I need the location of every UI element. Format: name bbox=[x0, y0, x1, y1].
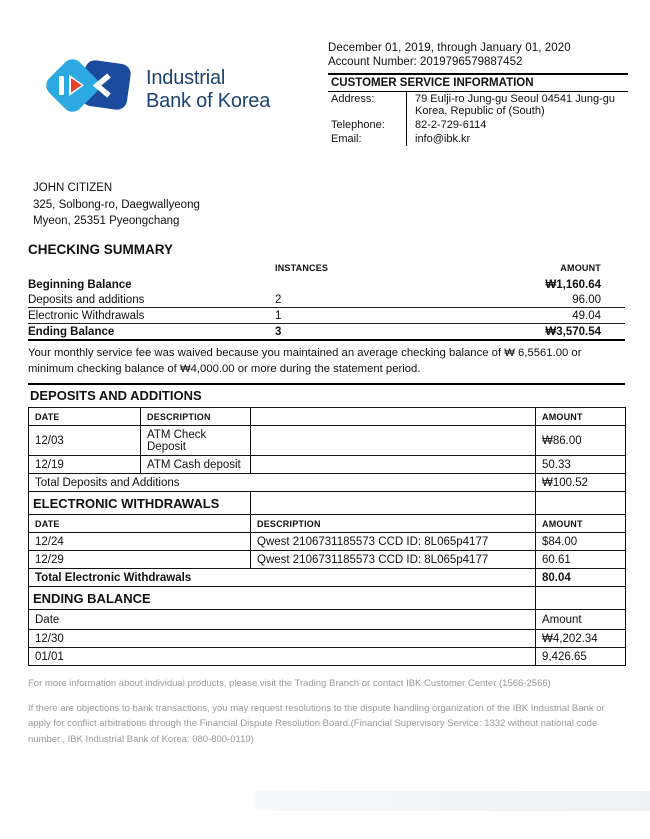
table-row: 12/24 Qwest 2106731185573 CCD ID: 8L065p4177 $84.00 bbox=[29, 533, 626, 551]
address-label: Address: bbox=[331, 93, 375, 105]
table-row: 12/19 ATM Cash deposit 50.33 bbox=[29, 456, 626, 474]
table-row: 12/03 ATM Check Deposit ₩86.00 bbox=[29, 426, 626, 456]
statement-period: December 01, 2019, through January 01, 2020 bbox=[328, 42, 571, 54]
faint-watermark-bar bbox=[255, 791, 650, 811]
bank-name bbox=[146, 67, 270, 112]
deposits-section-title: DEPOSITS AND ADDITIONS bbox=[30, 388, 202, 403]
address-value bbox=[406, 92, 628, 118]
email-label: Email: bbox=[331, 133, 362, 145]
customer-service-header: CUSTOMER SERVICE INFORMATION bbox=[328, 73, 628, 92]
amount-column-header: Amount bbox=[536, 610, 626, 630]
telephone-label: Telephone: bbox=[331, 119, 385, 131]
footer-note-2: If there are objections to bank transactions, you may request resolutions to the dispute handling organization of the IBK Industrial Bank or apply for conflict arbitrations through the Financial Dispute Resolution Board.(Financial Supervisory Service: 1332 without national code number., IBK Industrial Bank of Korea: 080-800-0119) bbox=[28, 702, 605, 745]
table-row: Deposits and additions 2 96.00 bbox=[28, 292, 625, 308]
service-fee-note-line1: Your monthly service fee was waived because you maintained an average checking balance of ₩ 6,5561.00 or bbox=[28, 347, 582, 359]
ending-balance-header-row bbox=[29, 610, 626, 630]
deposits-total-row: Total Deposits and Additions ₩100.52 bbox=[29, 474, 626, 492]
amount-column-header: AMOUNT bbox=[560, 263, 601, 273]
deposits-header-row bbox=[29, 408, 626, 426]
ending-balance-section-row bbox=[29, 587, 626, 610]
customer-name: JOHN CITIZEN bbox=[33, 182, 113, 194]
statement-body bbox=[28, 242, 625, 666]
checking-summary-title: CHECKING SUMMARY bbox=[28, 242, 173, 257]
checking-summary-header-row bbox=[28, 263, 625, 277]
table-row: 01/01 9,426.65 bbox=[29, 648, 626, 666]
email-value: info@ibk.kr bbox=[406, 132, 628, 146]
service-fee-note bbox=[28, 346, 625, 377]
description-column-header: DESCRIPTION bbox=[141, 408, 251, 426]
customer-address-line1: 325, Solbong-ro, Daegwallyeong bbox=[33, 198, 200, 211]
service-fee-note-line2: minimum checking balance of ₩4,000.00 or more during the statement period. bbox=[28, 362, 421, 375]
telephone-value: 82-2-729-6114 bbox=[406, 118, 628, 132]
withdrawals-header-row bbox=[29, 515, 626, 533]
bank-name-line2: Bank of Korea bbox=[146, 89, 271, 112]
amount-column-header: AMOUNT bbox=[536, 515, 626, 533]
table-row: 12/29 Qwest 2106731185573 CCD ID: 8L065p4177 60.61 bbox=[29, 551, 626, 569]
statement-info bbox=[328, 42, 628, 146]
date-column-header: DATE bbox=[29, 408, 141, 426]
table-row: Electronic Withdrawals 1 49.04 bbox=[28, 308, 625, 324]
ibk-logo bbox=[38, 54, 270, 125]
account-number: Account Number: 2019796579887452 bbox=[328, 56, 523, 68]
table-row: Ending Balance 3 ₩3,570.54 bbox=[28, 324, 625, 341]
ending-balance-section-title: ENDING BALANCE bbox=[29, 587, 536, 610]
instances-column-header: INSTANCES bbox=[275, 263, 329, 273]
description-column-header: DESCRIPTION bbox=[251, 515, 536, 533]
withdrawals-total-row: Total Electronic Withdrawals 80.04 bbox=[29, 569, 626, 587]
customer-service-table bbox=[328, 92, 628, 146]
address-line1: 79 Eulji-ro Jung-gu Seoul 04541 Jung-gu bbox=[415, 93, 615, 105]
withdrawals-section-row bbox=[29, 492, 626, 515]
table-row: 12/30 ₩4,202.34 bbox=[29, 630, 626, 648]
date-column-header: Date bbox=[29, 610, 536, 630]
date-column-header: DATE bbox=[29, 515, 251, 533]
customer-address-block bbox=[33, 180, 200, 230]
footer-note-1: For more information about individual products, please visit the Trading Branch or contact IBK Customer Center (1566-2566) bbox=[28, 678, 551, 689]
amount-column-header: AMOUNT bbox=[536, 408, 626, 426]
footer-notes bbox=[28, 676, 624, 747]
address-line2: Korea, Republic of (South) bbox=[415, 105, 545, 117]
checking-summary-table bbox=[28, 263, 625, 341]
bank-name-line1: Industrial bbox=[146, 67, 226, 89]
customer-address-line2: Myeon, 25351 Pyeongchang bbox=[33, 215, 180, 227]
withdrawals-section-title: ELECTRONIC WITHDRAWALS bbox=[29, 492, 251, 515]
ibk-logo-mark-icon bbox=[38, 54, 134, 125]
transactions-table bbox=[28, 407, 626, 666]
table-row: Beginning Balance ₩1,160.64 bbox=[28, 278, 601, 291]
